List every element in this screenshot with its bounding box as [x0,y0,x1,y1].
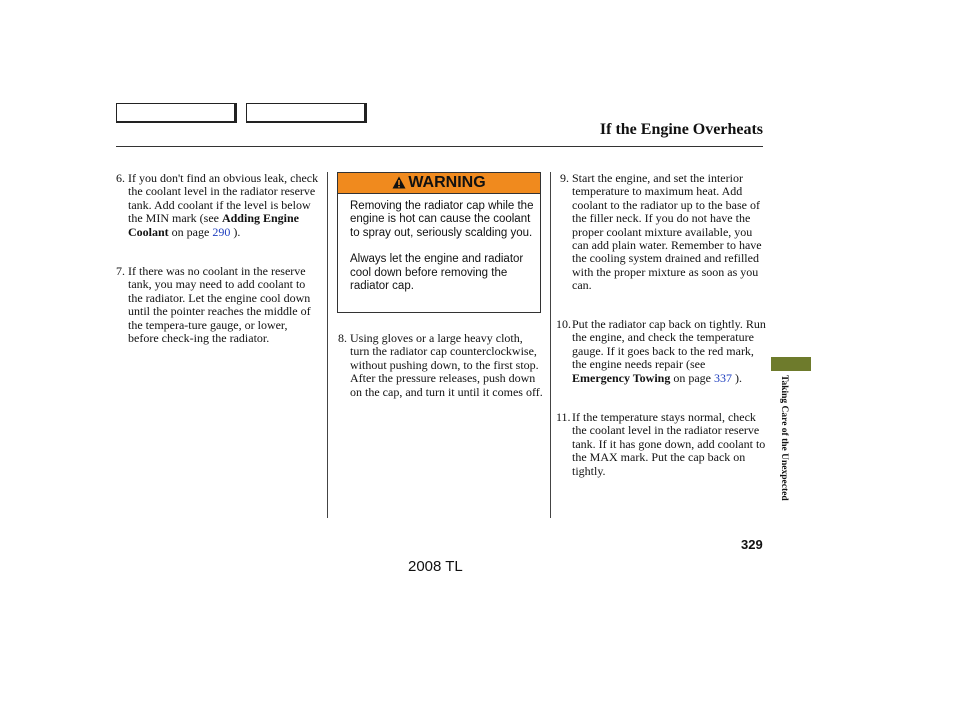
nav-button-next[interactable] [246,103,367,123]
nav-button-previous[interactable] [116,103,237,123]
step-10 [556,318,766,385]
warning-header [338,173,540,194]
step-9 [560,172,765,293]
step-8 [338,332,543,399]
warning-triangle-icon [392,176,406,189]
step-number: 8. [338,331,347,345]
step-text: Using gloves or a large heavy cloth, turn the radiator cap counterclockwise, without pushing down, to the first stop. After the pressure releases, push down on the cap, and turn it until it comes off. [350,331,543,399]
reference-title: Emergency Towing [572,370,671,385]
column-divider [550,172,551,518]
step-text: If you don't find an obvious leak, check the coolant level in the radiator reserve tank. Add coolant if the level is below the MIN mark (see [128,171,319,226]
page-title: If the Engine Overheats [599,121,763,138]
step-number: 10. [556,317,571,331]
step-7 [116,265,321,345]
step-number: 9. [560,171,569,185]
step-number: 11. [556,410,571,424]
step-text: Put the radiator cap back on tightly. Run the engine, and check the temperature gauge. If it goes back to the red mark, the engine needs repair (see [572,317,766,372]
step-text: ). [732,370,742,385]
step-text: If the temperature stays normal, check the coolant level in the radiator reserve tank. If it has gone down, add coolant to the MAX mark. Put the cap back on tightly. [572,410,766,478]
step-text: ). [230,224,241,239]
page-link[interactable]: 337 [714,370,732,385]
step-text: If there was no coolant in the reserve tank, you may need to add coolant to the radiator. Let the engine cool down until the pointer reaches the middle of the tempera-ture gauge, or lower, before check-ing the radiator. [128,264,311,346]
reference-title: Adding Engine Coolant [128,211,300,239]
column-divider [327,172,328,518]
step-text: on page [670,370,714,385]
header-rule [116,146,763,147]
footer-model: 2008 TL [408,558,463,575]
step-text: on page [168,224,213,239]
page-number: 329 [741,537,763,552]
step-6 [116,172,321,239]
page-link[interactable]: 290 [212,224,231,239]
warning-text: Always let the engine and radiator cool down before removing the radiator cap. [350,253,524,293]
step-11 [556,411,766,478]
warning-box [337,172,541,313]
step-number: 7. [116,264,125,278]
warning-label: WARNING [408,174,486,191]
step-text: Start the engine, and set the interior temperature to maximum heat. Add coolant to the radiator up to the base of the filler neck. If you do not have the proper coolant mixture available, you can add plain water. Remember to have the cooling system drained and refilled with the proper mixture as soon as you can. [572,171,762,293]
warning-text: Removing the radiator cap while the engine is hot can cause the coolant to spray out, seriously scalding you. [350,200,534,239]
section-label: Taking Care of the Unexpected [779,375,789,501]
section-tab[interactable] [771,357,811,371]
step-number: 6. [116,171,125,185]
